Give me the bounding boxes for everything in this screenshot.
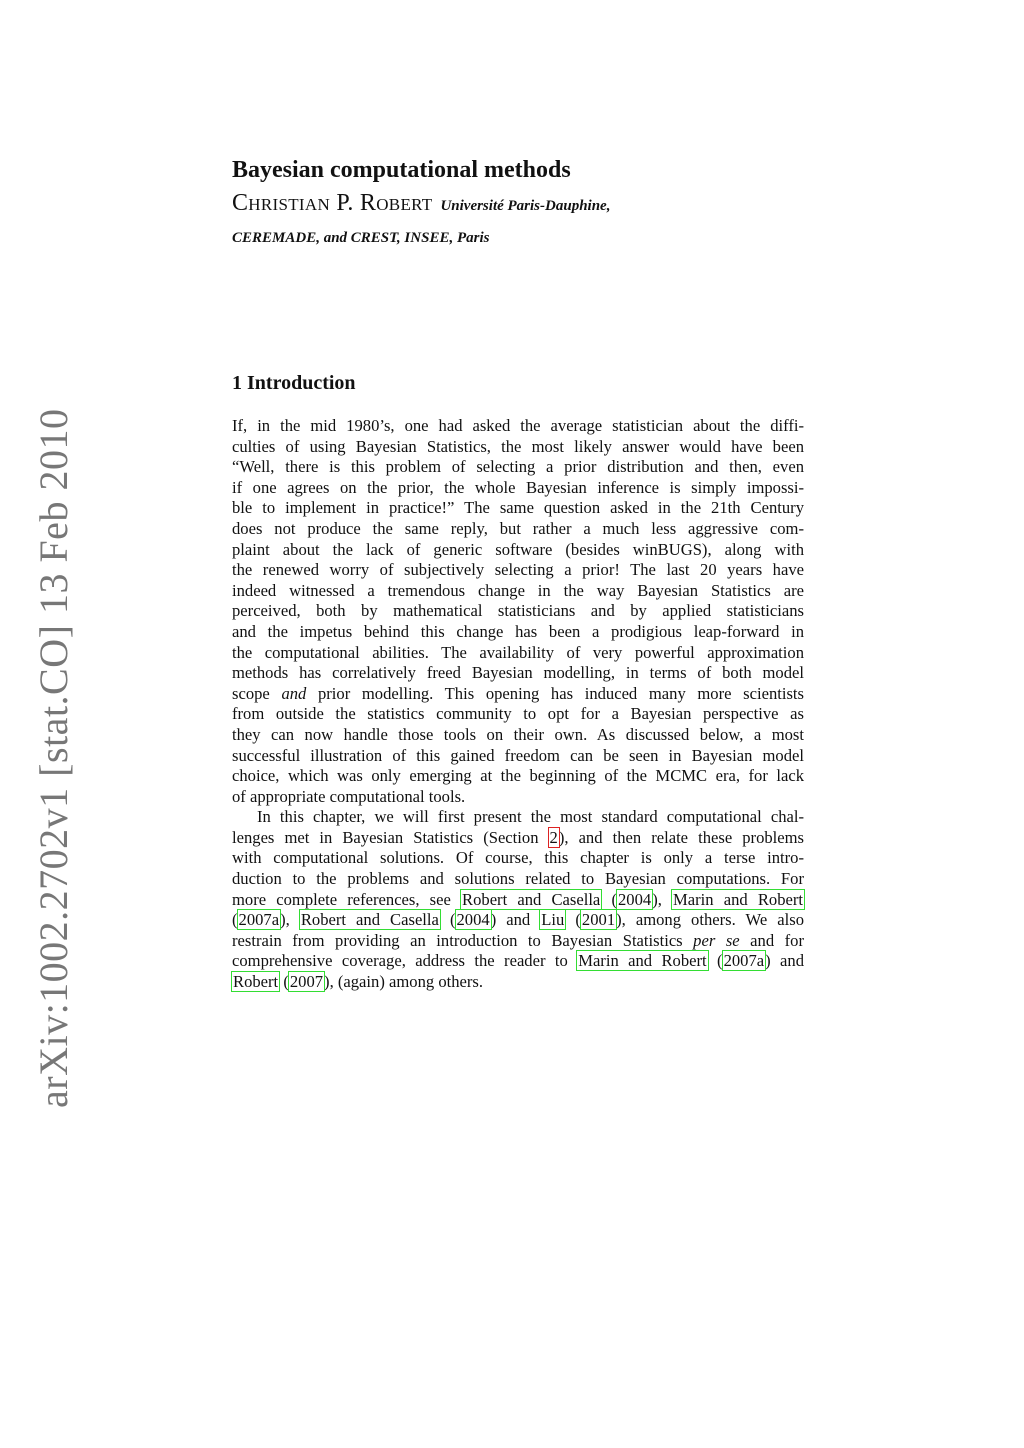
text-line: In this chapter, we will first present the most standard computational chal- xyxy=(257,807,804,827)
text-fragment: ), xyxy=(280,910,300,930)
text-line: of appropriate computational tools. xyxy=(232,786,466,806)
emphasis: per se xyxy=(693,930,740,950)
section-ref-link[interactable]: 2 xyxy=(549,827,558,847)
text-fragment: ), (again) among others. xyxy=(324,972,484,992)
citation-link[interactable]: Robert xyxy=(233,972,279,992)
text-fragment: prior modelling. This opening has induced many more scientists xyxy=(306,683,804,703)
citation-link[interactable]: Marin and Robert xyxy=(673,889,803,909)
citation-year-link[interactable]: 2004 xyxy=(618,889,652,909)
citation-year-link[interactable]: 2007a xyxy=(723,951,765,971)
text-line xyxy=(232,951,804,972)
text-fragment: ), among others. We also xyxy=(616,910,804,930)
section-heading: 1 Introduction xyxy=(232,372,356,394)
text-fragment: ( xyxy=(565,910,581,930)
affiliation-1: Université Paris-Dauphine, xyxy=(440,198,611,214)
author-line xyxy=(232,190,610,217)
text-line: with computational solutions. Of course, this chapter is only a terse intro- xyxy=(232,848,804,868)
text-line: does not produce the same reply, but rather a much less aggressive com- xyxy=(232,518,804,538)
arxiv-stamp: arXiv:1002.2702v1 [stat.CO] 13 Feb 2010 xyxy=(31,408,76,1108)
citation-link[interactable]: Robert and Casella xyxy=(462,889,601,909)
text-line xyxy=(232,828,804,849)
text-line: methods has correlatively freed Bayesian modelling, in terms of both model xyxy=(232,663,804,683)
text-line: choice, which was only emerging at the beginning of the MCMC era, for lack xyxy=(232,766,804,786)
text-line: plaint about the lack of generic software (besides winBUGS), along with xyxy=(232,539,804,559)
emphasis: and xyxy=(281,683,307,703)
text-fragment: ) and xyxy=(765,951,804,971)
text-fragment: scope xyxy=(232,683,282,703)
text-line: successful illustration of this gained freedom can be seen in Bayesian model xyxy=(232,745,804,765)
text-line: (2007a), Robert and Casella (2004) and Liu (2001), among others. We also xyxy=(232,910,804,930)
citation-link[interactable]: Marin and Robert xyxy=(578,951,707,971)
text-line: If, in the mid 1980’s, one had asked the average statistician about the diffi- xyxy=(232,416,804,435)
text-line xyxy=(232,684,804,705)
text-fragment: restrain from providing an introduction to Bayesian Statistics xyxy=(232,930,694,950)
text-line: if one agrees on the prior, the whole Bayesian inference is simply impossi- xyxy=(232,477,804,497)
citation-link[interactable]: Robert and Casella xyxy=(300,910,439,930)
text-line: and the impetus behind this change has been a prodigious leap-forward in xyxy=(232,621,804,641)
author-name: Christian P. Robert xyxy=(232,190,433,216)
text-fragment: lenges met in Bayesian Statistics (Section xyxy=(232,827,549,847)
text-line: “Well, there is this problem of selecting a prior distribution and then, even xyxy=(232,457,804,477)
text-line: ble to implement in practice!” The same question asked in the 21th Century xyxy=(232,498,804,518)
text-line: duction to the problems and solutions related to Bayesian computations. For xyxy=(232,869,804,889)
text-fragment: ( xyxy=(439,910,456,930)
citation-year-link[interactable]: 2007 xyxy=(289,972,324,992)
citation-year-link[interactable]: 2007a xyxy=(238,910,280,930)
text-line: indeed witnessed a tremendous change in the way Bayesian Statistics are xyxy=(232,580,804,600)
text-line xyxy=(232,931,804,952)
text-fragment: ), and then relate these problems xyxy=(558,827,804,847)
text-line: the computational abilities. The availability of very powerful approximation xyxy=(232,642,804,662)
text-line: culties of using Bayesian Statistics, the most likely answer would have been xyxy=(232,436,804,456)
citation-year-link[interactable]: 2001 xyxy=(581,910,616,930)
text-fragment: and for xyxy=(739,930,804,950)
text-line: from outside the statistics community to opt for a Bayesian perspective as xyxy=(232,704,804,724)
text-fragment: more complete references, see xyxy=(232,889,462,909)
text-fragment: comprehensive coverage, address the reader to xyxy=(232,951,578,971)
text-line: more complete references, see Robert and Casella (2004), Marin and Robert xyxy=(232,889,803,909)
text-line: the renewed worry of subjectively selecting a prior! The last 20 years have xyxy=(232,560,804,580)
text-fragment: ) and xyxy=(490,910,541,930)
text-line: perceived, both by mathematical statisticians and by applied statisticians xyxy=(232,601,804,621)
affiliation-2: CEREMADE, and CREST, INSEE, Paris xyxy=(232,230,490,246)
text-line xyxy=(232,972,804,993)
text-fragment: ( xyxy=(279,972,289,992)
text-line: they can now handle those tools on their own. As discussed below, a most xyxy=(232,724,804,744)
citation-link[interactable]: Liu xyxy=(541,910,565,930)
body-text xyxy=(232,416,804,993)
citation-year-link[interactable]: 2004 xyxy=(456,910,490,930)
text-fragment: ( xyxy=(707,951,723,971)
paper-title: Bayesian computational methods xyxy=(232,157,571,183)
